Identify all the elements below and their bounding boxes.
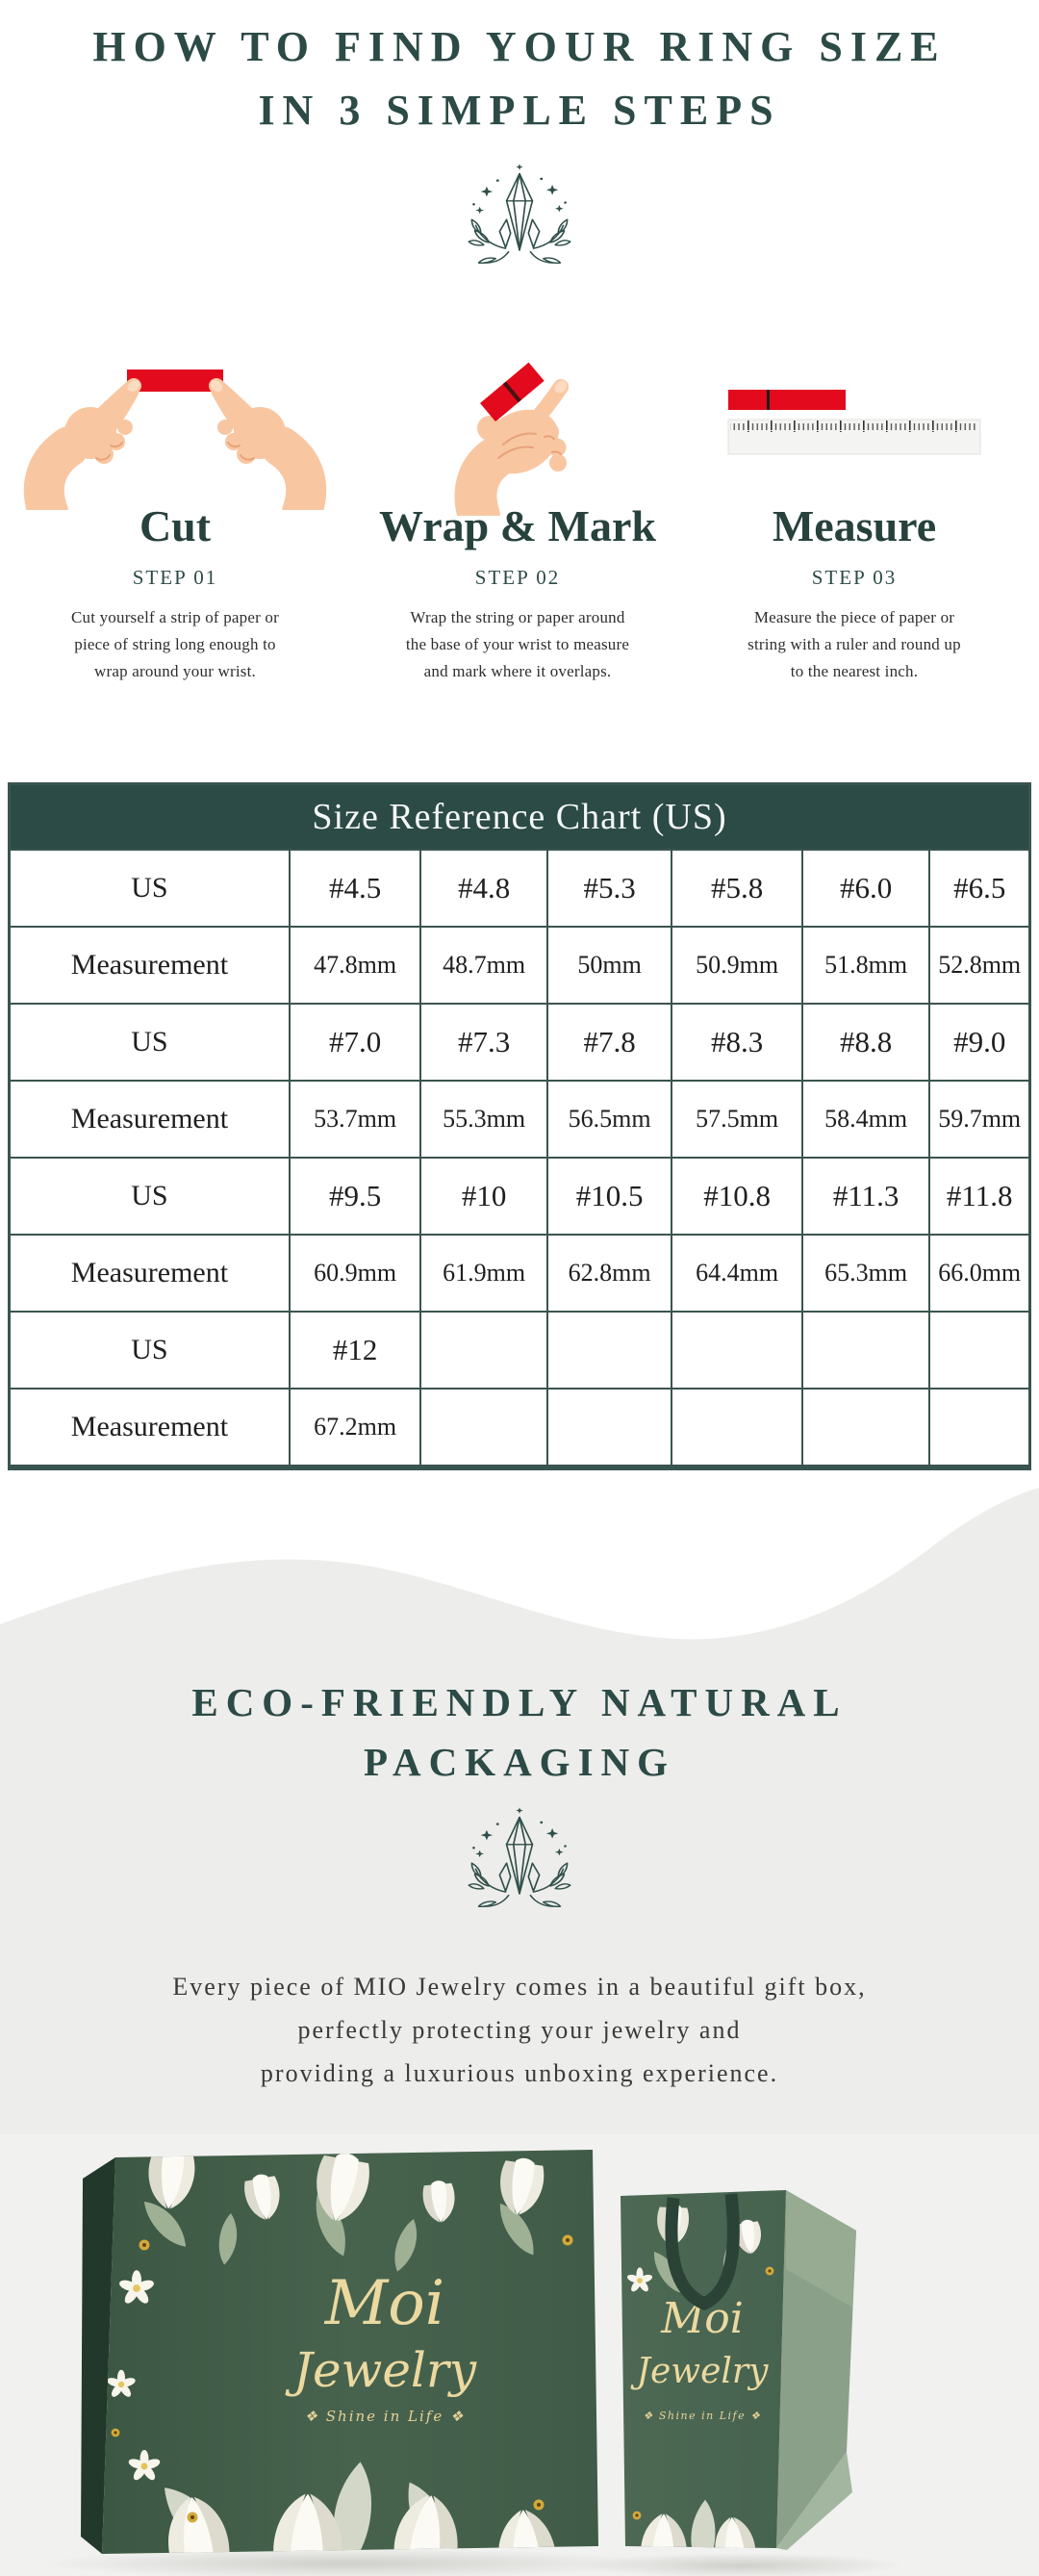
step-description-line: Measure the piece of paper or bbox=[753, 608, 955, 626]
bag-brand-name: Moi bbox=[661, 2294, 744, 2343]
table-cell bbox=[803, 1313, 929, 1388]
step-description-line: the base of your wrist to measure bbox=[405, 635, 630, 653]
table-cell: #4.8 bbox=[421, 851, 546, 926]
table-cell: #8.8 bbox=[803, 1005, 929, 1080]
table-cell: #5.3 bbox=[548, 851, 672, 926]
table-cell: #6.0 bbox=[803, 851, 929, 926]
table-cell bbox=[672, 1313, 800, 1388]
red-paper-strip bbox=[127, 370, 223, 392]
table-row-label: US bbox=[11, 851, 289, 926]
table-cell: #11.8 bbox=[930, 1159, 1028, 1234]
step-title: Cut bbox=[139, 501, 212, 550]
packaging-description-line: Every piece of MIO Jewelry comes in a beautiful gift box, bbox=[172, 1973, 867, 2001]
packaging-description-line: perfectly protecting your jewelry and bbox=[297, 2016, 742, 2044]
table-cell: 61.9mm bbox=[421, 1236, 546, 1311]
table-row-label: US bbox=[11, 1159, 289, 1234]
mark-line bbox=[767, 390, 770, 410]
table-cell: 62.8mm bbox=[548, 1236, 672, 1311]
step-description-line: Wrap the string or paper around bbox=[410, 608, 625, 626]
page-title bbox=[0, 15, 1039, 142]
step-measure bbox=[698, 335, 1010, 701]
table-row-label: Measurement bbox=[11, 1390, 289, 1465]
step-description bbox=[362, 604, 673, 685]
table-cell bbox=[421, 1313, 546, 1388]
table-row-label: US bbox=[11, 1005, 289, 1080]
table-cell: 64.4mm bbox=[672, 1236, 800, 1311]
table-cell: #10.8 bbox=[672, 1159, 800, 1234]
table-cell: 51.8mm bbox=[803, 928, 929, 1003]
bag-brand-name: Jewelry bbox=[636, 2352, 769, 2391]
red-paper-strip bbox=[728, 390, 846, 410]
gift-bags-photo bbox=[0, 2134, 1039, 2576]
page-title-line1: HOW TO FIND YOUR RING SIZE bbox=[92, 23, 947, 70]
step-title: Wrap & Mark bbox=[379, 501, 656, 550]
table-cell: 55.3mm bbox=[421, 1082, 546, 1157]
table-cell: #9.0 bbox=[930, 1005, 1028, 1080]
bag-tagline: ❖ Shine in Life ❖ bbox=[304, 2408, 466, 2425]
table-cell: 50.9mm bbox=[672, 928, 800, 1003]
table-cell: 47.8mm bbox=[291, 928, 419, 1003]
table-cell: 52.8mm bbox=[930, 928, 1028, 1003]
table-cell: 57.5mm bbox=[672, 1082, 800, 1157]
step-number-label: STEP 01 bbox=[132, 566, 218, 589]
table-cell: 50mm bbox=[548, 928, 672, 1003]
table-cell: #4.5 bbox=[291, 851, 419, 926]
step-description bbox=[19, 604, 331, 685]
table-row-label: Measurement bbox=[11, 1236, 289, 1311]
table-cell: 56.5mm bbox=[548, 1082, 672, 1157]
table-cell: #12 bbox=[291, 1313, 419, 1388]
table-cell: 53.7mm bbox=[291, 1082, 419, 1157]
crystal-sparkle-icon bbox=[460, 1807, 579, 1907]
table-row-label: Measurement bbox=[11, 1082, 289, 1157]
size-chart-title: Size Reference Chart (US) bbox=[11, 785, 1028, 849]
table-cell: 58.4mm bbox=[803, 1082, 929, 1157]
table-cell: #7.0 bbox=[291, 1005, 419, 1080]
packaging-section-title bbox=[0, 1672, 1039, 1792]
packaging-title-line1: ECO-FRIENDLY NATURAL bbox=[191, 1680, 848, 1724]
step-description-line: Cut yourself a strip of paper or bbox=[70, 608, 279, 626]
table-row-label: Measurement bbox=[11, 928, 289, 1003]
step-number-label: STEP 02 bbox=[474, 566, 561, 589]
step-description bbox=[698, 604, 1010, 685]
table-cell: #10 bbox=[421, 1159, 546, 1234]
size-reference-table bbox=[8, 782, 1031, 1470]
table-cell: 59.7mm bbox=[930, 1082, 1028, 1157]
table-cell: #7.8 bbox=[548, 1005, 672, 1080]
crystal-sparkle-icon bbox=[460, 164, 579, 264]
bag-brand-name: Moi bbox=[324, 2268, 445, 2339]
step-title: Measure bbox=[772, 501, 937, 550]
ruler-measure-illustration bbox=[724, 385, 984, 462]
table-cell: #7.3 bbox=[421, 1005, 546, 1080]
table-cell: 66.0mm bbox=[930, 1236, 1028, 1311]
table-cell: #10.5 bbox=[548, 1159, 672, 1234]
bag-brand-name: Jewelry bbox=[292, 2342, 477, 2398]
table-cell: #11.3 bbox=[803, 1159, 929, 1234]
table-cell bbox=[548, 1313, 672, 1388]
table-cell: #9.5 bbox=[291, 1159, 419, 1234]
step-number-label: STEP 03 bbox=[811, 566, 898, 589]
table-cell: #6.5 bbox=[930, 851, 1028, 926]
right-hand bbox=[208, 378, 306, 510]
step-description-line: wrap around your wrist. bbox=[94, 662, 256, 680]
table-cell: 48.7mm bbox=[421, 928, 546, 1003]
small-gift-bag bbox=[621, 2190, 856, 2575]
table-row-label: US bbox=[11, 1313, 289, 1388]
packaging-title-line2: PACKAGING bbox=[363, 1740, 676, 1784]
table-cell: #8.3 bbox=[672, 1005, 800, 1080]
step-wrap-mark bbox=[362, 335, 673, 701]
packaging-description-line: providing a luxurious unboxing experience. bbox=[260, 2059, 779, 2087]
left-hand bbox=[44, 378, 142, 510]
bag-tagline: ❖ Shine in Life ❖ bbox=[643, 2410, 762, 2422]
step-description-line: string with a ruler and round up bbox=[748, 635, 961, 653]
table-cell: 65.3mm bbox=[803, 1236, 929, 1311]
table-cell bbox=[930, 1313, 1028, 1388]
page-title-line2: IN 3 SIMPLE STEPS bbox=[258, 87, 781, 134]
table-cell: 60.9mm bbox=[291, 1236, 419, 1311]
step-description-line: to the nearest inch. bbox=[790, 662, 919, 680]
hands-cutting-strip-illustration bbox=[19, 348, 331, 510]
table-cell: 67.2mm bbox=[291, 1390, 419, 1465]
hand-wrapped-strip-illustration bbox=[394, 335, 645, 516]
big-gift-bag bbox=[81, 2146, 598, 2576]
step-description-line: piece of string long enough to bbox=[74, 635, 276, 653]
step-description-line: and mark where it overlaps. bbox=[423, 662, 612, 680]
packaging-description bbox=[0, 1965, 1039, 2095]
step-cut bbox=[19, 335, 331, 701]
table-cell: #5.8 bbox=[672, 851, 800, 926]
